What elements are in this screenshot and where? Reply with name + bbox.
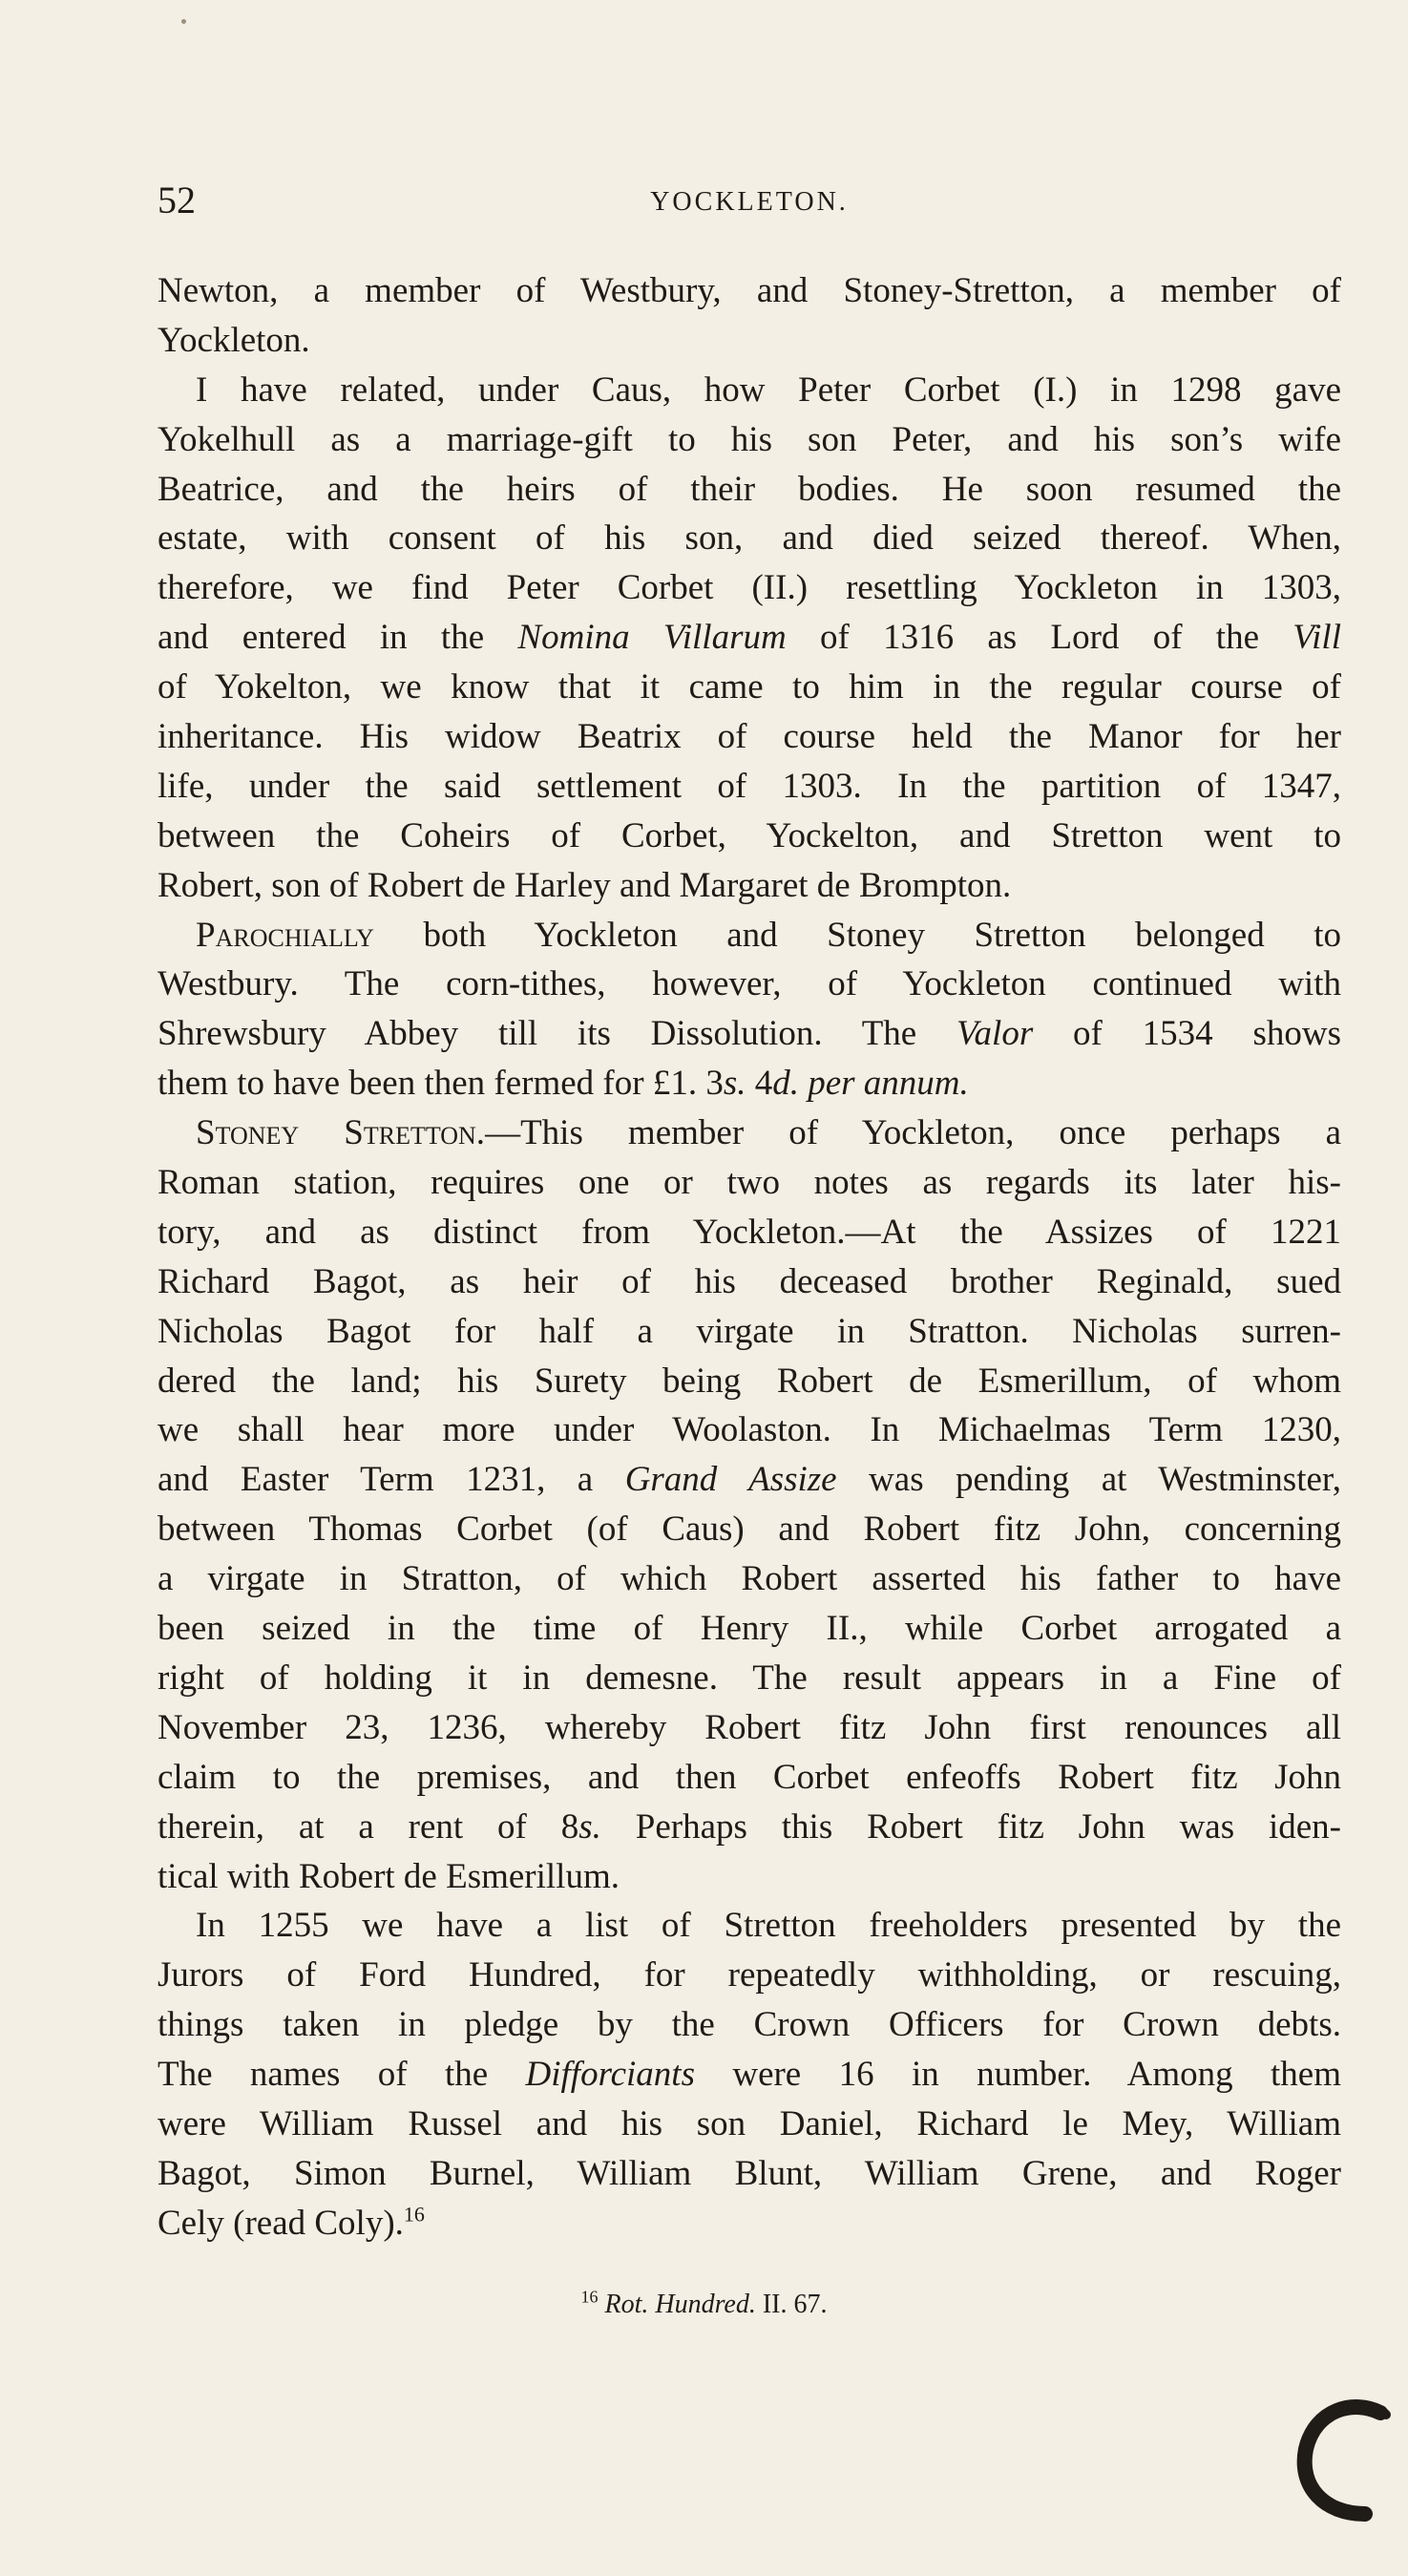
italic-term: Vill [1292, 618, 1341, 658]
text-line [158, 1554, 1341, 1604]
italic-unit: d. per annum. [772, 1064, 969, 1104]
line-text: Shrewsbury Abbey till its Dissolution. The [158, 1014, 957, 1054]
text-line [158, 1059, 1341, 1109]
page-number: 52 [158, 179, 196, 222]
small-caps-lead: Stoney Stretton. [196, 1113, 486, 1153]
line-text: claim to the premises, and then Corbet enfeoffs Robert fitz John [158, 1757, 1341, 1797]
line-text: been seized in the time of Henry II., while Corbet arrogated a [158, 1609, 1341, 1649]
line-text: Bagot, Simon Burnel, William Blunt, William Grene, and Roger [158, 2153, 1341, 2193]
text-line [158, 1505, 1341, 1554]
text-line [158, 1009, 1341, 1059]
text-line [158, 1257, 1341, 1307]
page-header [158, 178, 1341, 225]
line-text: we shall hear more under Woolaston. In Michaelmas Term 1230, [158, 1410, 1341, 1450]
footnote [0, 2287, 1408, 2320]
text-line [158, 266, 1341, 316]
line-text: Beatrice, and the heirs of their bodies. He soon resumed the [158, 469, 1341, 509]
line-text: of Yokelton, we know that it came to him in the regular course of [158, 667, 1341, 707]
text-line [158, 1357, 1341, 1406]
line-text: November 23, 1236, whereby Robert fitz John first renounces all [158, 1707, 1341, 1747]
paragraph-first-line [158, 1109, 1341, 1158]
line-text: therein, at a rent of 8 [158, 1806, 579, 1847]
line-text: right of holding it in demesne. The result appears in a Fine of [158, 1658, 1341, 1698]
text-line [158, 1158, 1341, 1208]
line-text: Jurors of Ford Hundred, for repeatedly withholding, or rescuing, [158, 1955, 1341, 1995]
line-text: dered the land; his Surety being Robert de Esmerillum, of whom [158, 1361, 1341, 1401]
text-line [158, 1307, 1341, 1357]
catchword-mark [1287, 2392, 1392, 2525]
line-text: and entered in the [158, 618, 518, 658]
line-text: Nicholas Bagot for half a virgate in Stratton. Nicholas surren- [158, 1311, 1341, 1351]
text-line [158, 712, 1341, 762]
line-text: Roman station, requires one or two notes as regards its later his- [158, 1163, 1341, 1203]
line-text: estate, with consent of his son, and died seized thereof. When, [158, 518, 1341, 559]
line-text: tical with Robert de Esmerillum. [158, 1856, 620, 1896]
line-text: was pending at Westminster, [836, 1460, 1341, 1500]
paragraph-first-line [158, 1901, 1341, 1951]
line-text: The names of the [158, 2055, 526, 2095]
line-text: both Yockleton and Stoney Stretton belonged to [373, 915, 1341, 955]
line-text: I have related, under Caus, how Peter Corbet (I.) in 1298 gave [196, 370, 1341, 410]
text-line [158, 1654, 1341, 1703]
footnote-mark: 16 [580, 2287, 599, 2307]
line-text: Perhaps this Robert fitz John was iden- [600, 1806, 1341, 1847]
text-line [158, 514, 1341, 563]
text-line [158, 2100, 1341, 2149]
footnote-ref: 16 [403, 2202, 425, 2227]
text-line [158, 812, 1341, 861]
text-line [158, 316, 1341, 366]
italic-unit: s. [723, 1064, 746, 1104]
paragraph-first-line [158, 366, 1341, 415]
body-text [158, 266, 1341, 2249]
line-text: Robert, son of Robert de Harley and Margaret de Brompton. [158, 865, 1012, 905]
line-text: Newton, a member of Westbury, and Stoney-Stretton, a member of [158, 271, 1341, 310]
text-line [158, 663, 1341, 712]
text-line [158, 465, 1341, 515]
line-text: inheritance. His widow Beatrix of course held the Manor for her [158, 717, 1341, 757]
running-title: YOCKLETON. [650, 187, 849, 217]
line-text: between Thomas Corbet (of Caus) and Robert fitz John, concerning [158, 1510, 1341, 1550]
line-text: Richard Bagot, as heir of his deceased brother Reginald, sued [158, 1261, 1341, 1301]
line-text: of 1534 shows [1033, 1014, 1342, 1054]
line-text: Westbury. The corn-tithes, however, of Yockleton continued with [158, 964, 1341, 1004]
text-line [158, 1405, 1341, 1455]
line-text: between the Coheirs of Corbet, Yockelton, and Stretton went to [158, 815, 1341, 855]
line-text: and Easter Term 1231, a [158, 1460, 625, 1500]
line-text: 4 [746, 1064, 773, 1104]
italic-title: Valor [956, 1014, 1034, 1054]
text-line [158, 1852, 1341, 1902]
footnote-ref-text: II. 67. [755, 2290, 828, 2319]
text-line [158, 2149, 1341, 2199]
line-text: Yockleton. [158, 320, 310, 360]
text-line [158, 960, 1341, 1009]
line-text: a virgate in Stratton, of which Robert asserted his father to have [158, 1559, 1341, 1599]
text-line [158, 861, 1341, 911]
text-line [158, 1753, 1341, 1803]
line-text: of 1316 as Lord of the [786, 618, 1293, 658]
italic-term: Difforciants [525, 2055, 695, 2095]
text-line [158, 2000, 1341, 2050]
small-caps-lead: Parochially [196, 915, 374, 955]
italic-unit: s. [578, 1806, 601, 1847]
footnote-source: Rot. Hundred. [604, 2290, 756, 2319]
paragraph-first-line [158, 911, 1341, 961]
line-text: Cely (read Coly). [158, 2203, 404, 2243]
line-text: life, under the said settlement of 1303. In the partition of 1347, [158, 766, 1341, 806]
text-line [158, 1604, 1341, 1654]
text-line [158, 613, 1341, 663]
text-line [158, 1703, 1341, 1753]
text-line [158, 1803, 1341, 1852]
line-text: were 16 in number. Among them [694, 2055, 1341, 2095]
text-line [158, 563, 1341, 613]
italic-title: Nomina Villarum [517, 618, 787, 658]
line-text: were William Russel and his son Daniel, Richard le Mey, William [158, 2103, 1341, 2143]
text-line [158, 1208, 1341, 1257]
speck-mark [181, 19, 186, 24]
italic-term: Grand Assize [624, 1460, 837, 1500]
text-line [158, 1951, 1341, 2000]
line-text: therefore, we find Peter Corbet (II.) resettling Yockleton in 1303, [158, 568, 1341, 608]
text-line [158, 1455, 1341, 1505]
line-text: Yokelhull as a marriage-gift to his son Peter, and his son’s wife [158, 419, 1341, 459]
line-text: tory, and as distinct from Yockleton.—At the Assizes of 1221 [158, 1212, 1341, 1252]
text-line [158, 762, 1341, 812]
line-text: them to have been then fermed for £1. 3 [158, 1064, 724, 1104]
line-text: In 1255 we have a list of Stretton freeholders presented by the [196, 1906, 1341, 1946]
line-text: things taken in pledge by the Crown Officers for Crown debts. [158, 2005, 1341, 2045]
line-text: —This member of Yockleton, once perhaps a [485, 1113, 1341, 1153]
text-line [158, 415, 1341, 465]
text-line [158, 2050, 1341, 2100]
text-line [158, 2199, 1341, 2249]
